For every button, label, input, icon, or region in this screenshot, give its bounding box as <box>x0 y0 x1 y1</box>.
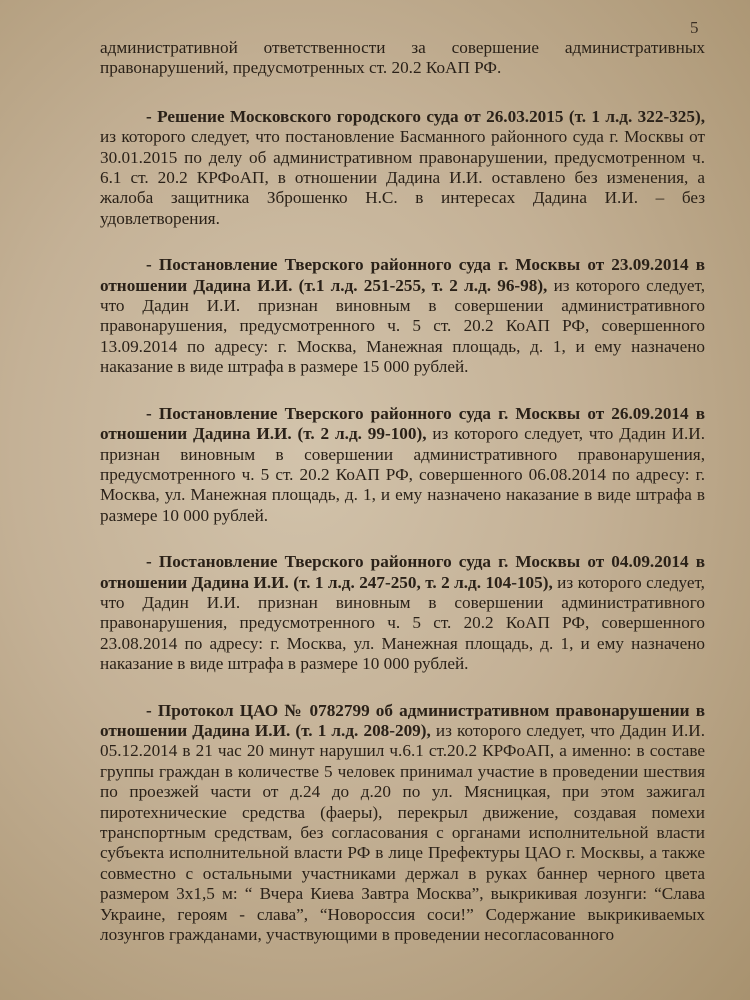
paragraph-text: административной ответственности за совершение административных правонарушений, предусмотренных ст. 20.2 КоАП РФ. <box>100 38 705 78</box>
paragraph-text: из которого следует, что Дадин И.И. признан виновным в совершении административного правонарушения, предусмотренного ч. 5 ст. 20.2 КоАП РФ, совершенного 23.08.2014 по адресу: г. Москва, ул. Манежная площадь, д. 1, и ему назначено наказание в виде штрафа в размере 10 000 рублей. <box>100 572 705 674</box>
paragraph-lead: - Протокол ЦАО № 0782799 об административном правонарушении в отношении Дадина И.И. (т. 1 л.д. 208-209), <box>100 700 705 740</box>
paragraph-moscow-city-court-decision <box>100 107 705 229</box>
paragraph-intro <box>100 38 705 79</box>
paragraph-lead: - Постановление Тверского районного суда г. Москвы от 26.09.2014 в отношении Дадина И.И. (т. 2 л.д. 99-100), <box>100 403 705 444</box>
paragraph-tverskoy-ruling-26-09 <box>100 404 705 526</box>
paragraph-text: из которого следует, что Дадин И.И. признан виновным в совершении административного правонарушения, предусмотренного ч. 5 ст. 20.2 КоАП РФ, совершенного 06.08.2014 по адресу: г. Москва, ул. Манежная площадь, д. 1, и ему назначено наказание в виде штрафа в размере 10 000 рублей. <box>100 424 705 525</box>
paragraph-lead: - Постановление Тверского районного суда г. Москвы от 23.09.2014 в отношении Дадина И.И. (т.1 л.д. 251-255, т. 2 л.д. 96-98), <box>100 255 705 295</box>
paragraph-lead: - Постановление Тверского районного суда г. Москвы от 04.09.2014 в отношении Дадина И.И. (т. 1 л.д. 247-250, т. 2 л.д. 104-105), <box>100 552 705 592</box>
paragraph-text: из которого следует, что Дадин И.И. 05.12.2014 в 21 час 20 минут нарушил ч.6.1 ст.20.2 КРФоАП, а именно: в составе группы граждан в количестве 5 человек принимал участие в проведении шествия по проезжей части от д.24 до д.20 по ул. Мясницкая, при этом зажигал пиротехнические средства (фаеры), перекрыл движение, создавая помехи транспортным средствам, без согласования с органами исполнительной власти субъекта исполнительной власти РФ в лице Префектуры ЦАО г. Москвы, а также совместно с остальными участниками держал в руках баннер черного цвета размером 3х1,5 м: “ Вчера Киева Завтра Москва”, выкрикивая лозунги: “Слава Украине, героям - слава”, “Новороссия соси!” Содержание выкрикиваемых лозунгов гражданами, участвующими в проведении несогласованного <box>100 720 705 945</box>
paragraph-cao-protocol <box>100 701 705 946</box>
paragraph-text: из которого следует, что Дадин И.И. признан виновным в совершении административного правонарушения, предусмотренного ч. 5 ст. 20.2 КоАП РФ, совершенного 13.09.2014 по адресу: г. Москва, Манежная площадь, д. 1, и ему назначено наказание в виде штрафа в размере 15 000 рублей. <box>100 275 705 377</box>
paragraph-tverskoy-ruling-04-09 <box>100 552 705 674</box>
paragraph-tverskoy-ruling-23-09 <box>100 255 705 377</box>
paragraph-text: из которого следует, что постановление Басманного районного суда г. Москвы от 30.01.2015 по делу об административном правонарушении, предусмотренном ч. 6.1 ст. 20.2 КРФоАП, в отношении Дадина И.И. оставлено без изменения, а жалоба защитника Зброшенко Н.С. в интересах Дадина И.И. – без удовлетворения. <box>100 127 705 228</box>
paragraph-lead: - Решение Московского городского суда от 26.03.2015 (т. 1 л.д. 322-325), <box>146 106 705 126</box>
page-number: 5 <box>690 18 699 37</box>
document-body <box>100 38 705 971</box>
